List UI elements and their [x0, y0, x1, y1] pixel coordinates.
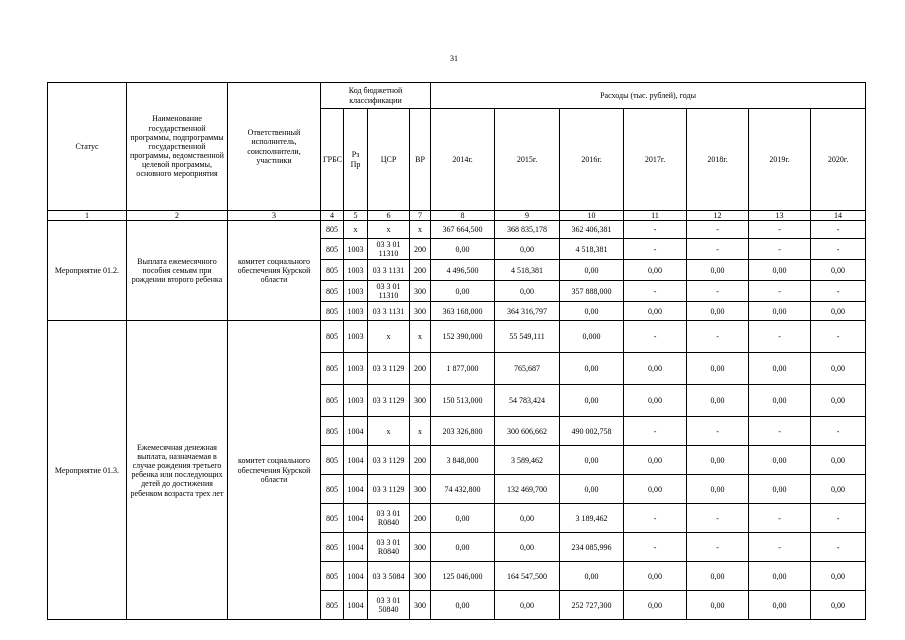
vr-cell: 300 — [410, 281, 431, 302]
rzpr-cell: 1004 — [344, 446, 368, 475]
expense-value-cell: 0,00 — [560, 302, 624, 321]
vr-cell: 200 — [410, 504, 431, 533]
vr-cell: x — [410, 221, 431, 239]
expense-value-cell: 0,00 — [687, 446, 749, 475]
expense-value-cell: 0,00 — [687, 353, 749, 385]
expense-value-cell: - — [749, 239, 811, 260]
csr-cell: 03 3 01 R0840 — [368, 504, 410, 533]
csr-cell: 03 3 1131 — [368, 302, 410, 321]
grbs-cell: 805 — [321, 239, 344, 260]
csr-cell: x — [368, 417, 410, 446]
rzpr-cell: 1004 — [344, 591, 368, 620]
header-csr: ЦСР — [368, 109, 410, 211]
csr-cell: 03 3 1129 — [368, 475, 410, 504]
column-number: 5 — [344, 211, 368, 221]
header-year: 2017г. — [624, 109, 687, 211]
expense-value-cell: 0,00 — [687, 385, 749, 417]
row-name: Выплата ежемесячного пособия семьям при рождении второго ребенка — [127, 221, 228, 321]
header-year: 2020г. — [811, 109, 866, 211]
expense-value-cell: 3 189,462 — [560, 504, 624, 533]
expense-value-cell: 0,00 — [560, 260, 624, 281]
row-name: Ежемесячная денежная выплата, назначаемая в случае рождения третьего ребенка или последующих детей до достижения ребенком возраста трех лет — [127, 321, 228, 620]
grbs-cell: 805 — [321, 221, 344, 239]
vr-cell: 300 — [410, 562, 431, 591]
header-year: 2016г. — [560, 109, 624, 211]
rzpr-cell: 1003 — [344, 385, 368, 417]
column-number: 10 — [560, 211, 624, 221]
rzpr-cell: 1004 — [344, 562, 368, 591]
expense-value-cell: 300 606,662 — [495, 417, 560, 446]
expense-value-cell: - — [811, 533, 866, 562]
expense-value-cell: 132 469,700 — [495, 475, 560, 504]
column-number: 3 — [228, 211, 321, 221]
column-number: 13 — [749, 211, 811, 221]
expense-value-cell: 0,00 — [560, 446, 624, 475]
column-number: 7 — [410, 211, 431, 221]
column-number-row — [48, 211, 866, 221]
csr-cell: 03 3 01 11310 — [368, 239, 410, 260]
header-year: 2019г. — [749, 109, 811, 211]
expense-value-cell: - — [687, 281, 749, 302]
expense-value-cell: - — [749, 321, 811, 353]
header-row-1 — [48, 83, 866, 109]
expense-value-cell: - — [624, 221, 687, 239]
header-year: 2015г. — [495, 109, 560, 211]
csr-cell: x — [368, 221, 410, 239]
expense-value-cell: 363 168,000 — [431, 302, 495, 321]
expense-value-cell: 55 549,111 — [495, 321, 560, 353]
vr-cell: 300 — [410, 591, 431, 620]
expense-value-cell: 74 432,800 — [431, 475, 495, 504]
vr-cell: 200 — [410, 446, 431, 475]
column-number: 1 — [48, 211, 127, 221]
header-year: 2014г. — [431, 109, 495, 211]
expense-value-cell: 0,00 — [749, 446, 811, 475]
vr-cell: 200 — [410, 239, 431, 260]
expense-value-cell: 0,00 — [624, 353, 687, 385]
expense-value-cell: 0,00 — [811, 302, 866, 321]
expense-value-cell: 367 664,500 — [431, 221, 495, 239]
expense-value-cell: 0,00 — [560, 562, 624, 591]
expense-value-cell: 0,00 — [624, 260, 687, 281]
expense-value-cell: 0,00 — [749, 260, 811, 281]
rzpr-cell: 1003 — [344, 302, 368, 321]
expense-value-cell: 150 513,000 — [431, 385, 495, 417]
row-executor: комитет социального обеспечения Курской области — [228, 321, 321, 620]
row-status: Мероприятие 01.2. — [48, 221, 127, 321]
rzpr-cell: 1004 — [344, 417, 368, 446]
expense-value-cell: 0,00 — [624, 562, 687, 591]
expense-value-cell: 3 589,462 — [495, 446, 560, 475]
expense-value-cell: 368 835,178 — [495, 221, 560, 239]
csr-cell: 03 3 01 11310 — [368, 281, 410, 302]
grbs-cell: 805 — [321, 562, 344, 591]
grbs-cell: 805 — [321, 302, 344, 321]
expense-value-cell: - — [624, 281, 687, 302]
header-vr: ВР — [410, 109, 431, 211]
expense-value-cell: 0,00 — [624, 446, 687, 475]
expense-value-cell: - — [687, 504, 749, 533]
expense-value-cell: 0,00 — [687, 260, 749, 281]
grbs-cell: 805 — [321, 385, 344, 417]
vr-cell: 300 — [410, 385, 431, 417]
expense-value-cell: - — [687, 239, 749, 260]
expense-value-cell: - — [749, 281, 811, 302]
csr-cell: 03 3 1129 — [368, 446, 410, 475]
expense-value-cell: 164 547,500 — [495, 562, 560, 591]
vr-cell: 200 — [410, 353, 431, 385]
column-number: 11 — [624, 211, 687, 221]
expense-value-cell: 0,00 — [495, 239, 560, 260]
expense-value-cell: 203 326,800 — [431, 417, 495, 446]
expense-value-cell: 0,00 — [560, 353, 624, 385]
grbs-cell: 805 — [321, 591, 344, 620]
header-bcc: Код бюджетной классификации — [321, 83, 431, 109]
expense-value-cell: - — [624, 533, 687, 562]
expense-value-cell: 0,00 — [811, 475, 866, 504]
expense-value-cell: 362 406,381 — [560, 221, 624, 239]
csr-cell: 03 3 1129 — [368, 385, 410, 417]
expense-value-cell: - — [687, 321, 749, 353]
expense-value-cell: 3 848,000 — [431, 446, 495, 475]
table-row — [48, 221, 866, 239]
column-number: 9 — [495, 211, 560, 221]
expense-value-cell: 0,00 — [495, 281, 560, 302]
expense-value-cell: 0,00 — [431, 239, 495, 260]
vr-cell: x — [410, 417, 431, 446]
rzpr-cell: 1003 — [344, 353, 368, 385]
expense-value-cell: 0,00 — [749, 475, 811, 504]
rzpr-cell: 1003 — [344, 260, 368, 281]
grbs-cell: 805 — [321, 446, 344, 475]
header-executor: Ответственный исполнитель, соисполнители, участники — [228, 83, 321, 211]
csr-cell: 03 3 01 R0840 — [368, 533, 410, 562]
expense-value-cell: - — [624, 239, 687, 260]
expense-value-cell: - — [749, 504, 811, 533]
rzpr-cell: 1004 — [344, 533, 368, 562]
column-number: 6 — [368, 211, 410, 221]
expense-value-cell: 0,00 — [560, 475, 624, 504]
expense-value-cell: - — [811, 281, 866, 302]
grbs-cell: 805 — [321, 475, 344, 504]
expense-value-cell: 364 316,797 — [495, 302, 560, 321]
rzpr-cell: 1003 — [344, 239, 368, 260]
expense-value-cell: 4 496,500 — [431, 260, 495, 281]
expense-value-cell: 252 727,300 — [560, 591, 624, 620]
expense-value-cell: 0,00 — [495, 533, 560, 562]
csr-cell: 03 3 1131 — [368, 260, 410, 281]
expense-value-cell: 0,00 — [687, 591, 749, 620]
expense-value-cell: 0,00 — [431, 281, 495, 302]
expense-value-cell: 0,00 — [811, 260, 866, 281]
column-number: 12 — [687, 211, 749, 221]
expense-value-cell: 0,00 — [811, 591, 866, 620]
expense-value-cell: 0,000 — [560, 321, 624, 353]
expense-value-cell: 4 518,381 — [495, 260, 560, 281]
rzpr-cell: x — [344, 221, 368, 239]
vr-cell: 300 — [410, 475, 431, 504]
expense-value-cell: 0,00 — [431, 504, 495, 533]
expense-value-cell: 0,00 — [687, 562, 749, 591]
rzpr-cell: 1003 — [344, 321, 368, 353]
header-expenses: Расходы (тыс. рублей), годы — [431, 83, 866, 109]
expense-value-cell: 0,00 — [811, 446, 866, 475]
expense-value-cell: 0,00 — [749, 591, 811, 620]
expense-value-cell: 54 783,424 — [495, 385, 560, 417]
header-year: 2018г. — [687, 109, 749, 211]
grbs-cell: 805 — [321, 281, 344, 302]
expense-value-cell: 125 046,000 — [431, 562, 495, 591]
expense-value-cell: - — [749, 417, 811, 446]
header-name: Наименование государственной программы, подпрограммы государственной программы, ведомственной целевой программы, основного мероприятия — [127, 83, 228, 211]
expense-value-cell: - — [811, 239, 866, 260]
row-status: Мероприятие 01.3. — [48, 321, 127, 620]
row-executor: комитет социального обеспечения Курской области — [228, 221, 321, 321]
column-number: 14 — [811, 211, 866, 221]
expense-value-cell: 0,00 — [811, 353, 866, 385]
header-rzpr: Рз Пр — [344, 109, 368, 211]
expense-value-cell: 765,687 — [495, 353, 560, 385]
expense-value-cell: 0,00 — [431, 533, 495, 562]
expense-value-cell: - — [749, 533, 811, 562]
expense-value-cell: 4 518,381 — [560, 239, 624, 260]
expense-value-cell: 0,00 — [749, 562, 811, 591]
header-status: Статус — [48, 83, 127, 211]
expense-value-cell: - — [687, 221, 749, 239]
expense-value-cell: - — [624, 504, 687, 533]
rzpr-cell: 1004 — [344, 504, 368, 533]
expense-value-cell: 0,00 — [431, 591, 495, 620]
expense-value-cell: 0,00 — [749, 302, 811, 321]
expense-value-cell: - — [749, 221, 811, 239]
grbs-cell: 805 — [321, 417, 344, 446]
csr-cell: 03 3 01 50840 — [368, 591, 410, 620]
csr-cell: x — [368, 321, 410, 353]
rzpr-cell: 1003 — [344, 281, 368, 302]
expense-value-cell: 0,00 — [811, 385, 866, 417]
expense-value-cell: 152 390,000 — [431, 321, 495, 353]
grbs-cell: 805 — [321, 321, 344, 353]
csr-cell: 03 3 5084 — [368, 562, 410, 591]
expense-value-cell: 234 085,996 — [560, 533, 624, 562]
expense-value-cell: 490 002,758 — [560, 417, 624, 446]
grbs-cell: 805 — [321, 353, 344, 385]
column-number: 2 — [127, 211, 228, 221]
page-number: 31 — [450, 54, 458, 63]
grbs-cell: 805 — [321, 533, 344, 562]
expense-value-cell: 357 888,000 — [560, 281, 624, 302]
expense-value-cell: 0,00 — [811, 562, 866, 591]
expense-value-cell: - — [687, 533, 749, 562]
expense-value-cell: - — [811, 321, 866, 353]
table-row — [48, 321, 866, 353]
expense-value-cell: 0,00 — [624, 591, 687, 620]
rzpr-cell: 1004 — [344, 475, 368, 504]
column-number: 8 — [431, 211, 495, 221]
expense-value-cell: 0,00 — [687, 475, 749, 504]
expense-value-cell: - — [624, 321, 687, 353]
expense-value-cell: - — [687, 417, 749, 446]
vr-cell: 200 — [410, 260, 431, 281]
grbs-cell: 805 — [321, 504, 344, 533]
expense-value-cell: - — [811, 504, 866, 533]
expense-value-cell: 0,00 — [624, 385, 687, 417]
expense-value-cell: 0,00 — [624, 475, 687, 504]
expense-value-cell: 0,00 — [749, 353, 811, 385]
vr-cell: x — [410, 321, 431, 353]
vr-cell: 300 — [410, 533, 431, 562]
expense-value-cell: 1 877,000 — [431, 353, 495, 385]
expense-value-cell: 0,00 — [624, 302, 687, 321]
expense-value-cell: 0,00 — [560, 385, 624, 417]
expense-value-cell: 0,00 — [749, 385, 811, 417]
vr-cell: 300 — [410, 302, 431, 321]
grbs-cell: 805 — [321, 260, 344, 281]
expense-value-cell: 0,00 — [687, 302, 749, 321]
expense-value-cell: - — [624, 417, 687, 446]
header-grbs: ГРБС — [321, 109, 344, 211]
expense-value-cell: 0,00 — [495, 504, 560, 533]
expense-value-cell: - — [811, 417, 866, 446]
expense-value-cell: 0,00 — [495, 591, 560, 620]
csr-cell: 03 3 1129 — [368, 353, 410, 385]
column-number: 4 — [321, 211, 344, 221]
expense-value-cell: - — [811, 221, 866, 239]
budget-table — [47, 82, 866, 620]
